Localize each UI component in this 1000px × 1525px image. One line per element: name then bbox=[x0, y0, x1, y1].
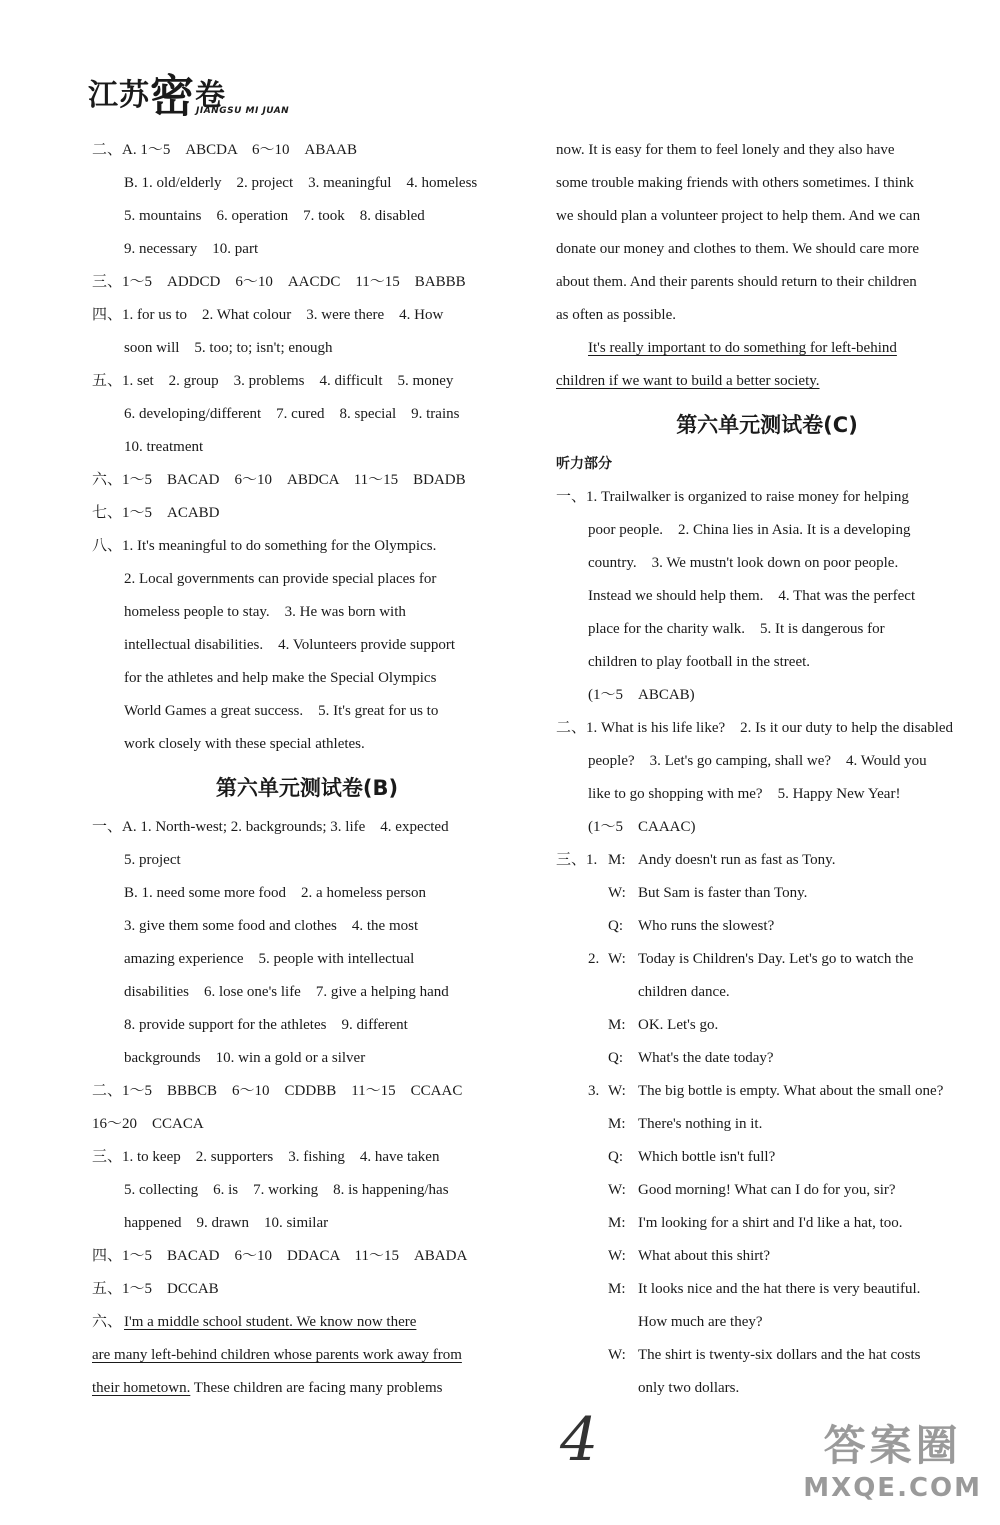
answer-line: backgrounds 10. win a gold or a silver bbox=[124, 1050, 366, 1066]
logo-subtitle: JIANGSU MI JUAN bbox=[196, 106, 290, 116]
answer-line: 5. project bbox=[124, 852, 181, 868]
answer-line: 6. developing/different 7. cured 8. special 9. trains bbox=[124, 406, 460, 422]
dialogue-text: Who runs the slowest? bbox=[638, 918, 775, 934]
dialogue-line bbox=[556, 1141, 978, 1174]
dialogue-text: The shirt is twenty-six dollars and the hat costs bbox=[638, 1347, 921, 1363]
answer-line: homeless people to stay. 3. He was born with bbox=[124, 604, 406, 620]
answer-line: 一、A. 1. North-west; 2. backgrounds; 3. life 4. expected bbox=[92, 819, 449, 835]
answer-line: 5. mountains 6. operation 7. took 8. disabled bbox=[124, 208, 425, 224]
answer-line: 七、1～5 ACABD bbox=[92, 505, 220, 521]
speaker: W: bbox=[608, 951, 626, 967]
dialogue-line: only two dollars. bbox=[638, 1380, 740, 1396]
essay-line: some trouble making friends with others sometimes. I think bbox=[556, 175, 914, 191]
dialogue-line bbox=[556, 943, 978, 976]
speaker: M: bbox=[608, 1215, 626, 1231]
dialogue-text: OK. Let's go. bbox=[638, 1017, 719, 1033]
answer-line: B. 1. old/elderly 2. project 3. meaningful 4. homeless bbox=[124, 175, 478, 191]
dialogue-line bbox=[556, 1108, 978, 1141]
answer-line: World Games a great success. 5. It's great for us to bbox=[124, 703, 439, 719]
essay-line: are many left-behind children whose parents work away from bbox=[92, 1347, 462, 1363]
essay-line: we should plan a volunteer project to help them. And we can bbox=[556, 208, 921, 224]
dialogue-line bbox=[556, 1339, 978, 1372]
answer-line: 四、1. for us to 2. What colour 3. were there 4. How bbox=[92, 307, 444, 323]
answer-line: 二、1～5 BBBCB 6～10 CDDBB 11～15 CCAAC bbox=[92, 1083, 463, 1099]
watermark bbox=[803, 1413, 982, 1503]
answer-line: 16～20 CCACA bbox=[92, 1116, 204, 1132]
page-number-handwritten: 4 bbox=[560, 1405, 599, 1475]
dialogue-text: What's the date today? bbox=[638, 1050, 774, 1066]
speaker: M: bbox=[608, 1281, 626, 1297]
left-column bbox=[92, 134, 522, 1405]
script-line: country. 3. We mustn't look down on poor people. bbox=[588, 555, 899, 571]
dialogue-line bbox=[556, 877, 978, 910]
answer-line: 八、1. It's meaningful to do something for the Olympics. bbox=[92, 538, 437, 554]
answer-line: 5. collecting 6. is 7. working 8. is happening/has bbox=[124, 1182, 449, 1198]
speaker: M: bbox=[608, 1017, 626, 1033]
answer-key: (1～5 CAAAC) bbox=[588, 819, 696, 835]
right-column bbox=[556, 134, 978, 1405]
dialogue-line: How much are they? bbox=[638, 1314, 763, 1330]
dialogue-text: Which bottle isn't full? bbox=[638, 1149, 776, 1165]
answer-line: B. 1. need some more food 2. a homeless person bbox=[124, 885, 427, 901]
listening-part-label: 听力部分 bbox=[556, 456, 612, 472]
essay-line: about them. And their parents should return to their children bbox=[556, 274, 917, 290]
dialogue-text: The big bottle is empty. What about the small one? bbox=[638, 1083, 944, 1099]
speaker: W: bbox=[608, 1083, 626, 1099]
speaker: W: bbox=[608, 885, 626, 901]
script-line: people? 3. Let's go camping, shall we? 4. Would you bbox=[588, 753, 927, 769]
speaker: W: bbox=[608, 1248, 626, 1264]
essay-line bbox=[92, 1372, 522, 1405]
dialogue-text: But Sam is faster than Tony. bbox=[638, 885, 808, 901]
answer-line: for the athletes and help make the Special Olympics bbox=[124, 670, 437, 686]
item-number: 3. bbox=[588, 1083, 600, 1099]
dialogue-text: What about this shirt? bbox=[638, 1248, 771, 1264]
speaker: Q: bbox=[608, 1050, 623, 1066]
script-line: 二、1. What is his life like? 2. Is it our duty to help the disabled bbox=[556, 720, 954, 736]
dialogue-text: I'm looking for a shirt and I'd like a hat, too. bbox=[638, 1215, 903, 1231]
dialogue-line: children dance. bbox=[638, 984, 730, 1000]
watermark-logo-text: 答案圈 bbox=[823, 1421, 962, 1470]
script-line: poor people. 2. China lies in Asia. It is a developing bbox=[588, 522, 911, 538]
logo-cn-3: 卷 bbox=[195, 78, 226, 113]
speaker: W: bbox=[608, 1182, 626, 1198]
answer-line: 3. give them some food and clothes 4. the most bbox=[124, 918, 419, 934]
dialogue-line bbox=[556, 1174, 978, 1207]
answer-line: 六、1～5 BACAD 6～10 ABDCA 11～15 BDADB bbox=[92, 472, 466, 488]
answer-line: disabilities 6. lose one's life 7. give a helping hand bbox=[124, 984, 449, 1000]
answer-line: 五、1～5 DCCAB bbox=[92, 1281, 219, 1297]
answer-line: 2. Local governments can provide special places for bbox=[124, 571, 437, 587]
dialogue-line bbox=[556, 1009, 978, 1042]
speaker: M: bbox=[608, 1116, 626, 1132]
speaker: M: bbox=[608, 852, 626, 868]
dialogue-line bbox=[556, 1207, 978, 1240]
watermark-url: MXQE.COM bbox=[803, 1473, 982, 1503]
answer-line: happened 9. drawn 10. similar bbox=[124, 1215, 329, 1231]
dialogue-text: It looks nice and the hat there is very beautiful. bbox=[638, 1281, 921, 1297]
answer-line: 9. necessary 10. part bbox=[124, 241, 259, 257]
essay-line: It's really important to do something for left-behind bbox=[588, 340, 897, 356]
section-number: 六、 bbox=[92, 1314, 123, 1330]
answer-line: 四、1～5 BACAD 6～10 DDACA 11～15 ABADA bbox=[92, 1248, 468, 1264]
dialogue-line bbox=[556, 844, 978, 877]
essay-line: children if we want to build a better society. bbox=[556, 373, 820, 389]
answer-line: work closely with these special athletes. bbox=[124, 736, 365, 752]
item-number: 2. bbox=[588, 951, 600, 967]
answer-line: 8. provide support for the athletes 9. different bbox=[124, 1017, 408, 1033]
dialogue-line bbox=[556, 1042, 978, 1075]
logo bbox=[88, 60, 290, 124]
essay-line bbox=[92, 1306, 522, 1339]
answer-line: 10. treatment bbox=[124, 439, 204, 455]
speaker: Q: bbox=[608, 1149, 623, 1165]
dialogue-text: There's nothing in it. bbox=[638, 1116, 763, 1132]
dialogue-line bbox=[556, 1240, 978, 1273]
essay-line: donate our money and clothes to them. We should care more bbox=[556, 241, 919, 257]
section-title-b: 第六单元测试卷(B) bbox=[215, 776, 399, 800]
script-line: place for the charity walk. 5. It is dangerous for bbox=[588, 621, 885, 637]
answer-line: 三、1. to keep 2. supporters 3. fishing 4. have taken bbox=[92, 1149, 440, 1165]
answer-line: 五、1. set 2. group 3. problems 4. difficult 5. money bbox=[92, 373, 454, 389]
logo-cn-1: 江苏 bbox=[88, 78, 150, 113]
script-line: like to go shopping with me? 5. Happy New Year! bbox=[588, 786, 901, 802]
answer-line: intellectual disabilities. 4. Volunteers provide support bbox=[124, 637, 456, 653]
answer-line: amazing experience 5. people with intellectual bbox=[124, 951, 415, 967]
essay-text: I'm a middle school student. We know now there bbox=[124, 1314, 417, 1330]
answer-line: 三、1～5 ADDCD 6～10 AACDC 11～15 BABBB bbox=[92, 274, 466, 290]
script-line: 一、1. Trailwalker is organized to raise money for helping bbox=[556, 489, 909, 505]
dialogue-text: Andy doesn't run as fast as Tony. bbox=[638, 852, 836, 868]
answer-line: soon will 5. too; to; isn't; enough bbox=[124, 340, 333, 356]
dialogue-line bbox=[556, 1075, 978, 1108]
dialogue-text: Today is Children's Day. Let's go to watch the bbox=[638, 951, 914, 967]
answer-key: (1～5 ABCAB) bbox=[588, 687, 695, 703]
essay-line: now. It is easy for them to feel lonely and they also have bbox=[556, 142, 895, 158]
dialogue-line bbox=[556, 910, 978, 943]
essay-text-underlined: their hometown. bbox=[92, 1380, 191, 1396]
speaker: Q: bbox=[608, 918, 623, 934]
logo-cn-2: 密 bbox=[150, 71, 195, 122]
section-title-c: 第六单元测试卷(C) bbox=[676, 413, 858, 437]
essay-text: These children are facing many problems bbox=[190, 1380, 443, 1396]
script-line: children to play football in the street. bbox=[588, 654, 811, 670]
answer-line: 二、A. 1～5 ABCDA 6～10 ABAAB bbox=[92, 142, 358, 158]
speaker: W: bbox=[608, 1347, 626, 1363]
dialogue-line bbox=[556, 1273, 978, 1306]
script-line: Instead we should help them. 4. That was the perfect bbox=[588, 588, 916, 604]
dialogue-text: Good morning! What can I do for you, sir? bbox=[638, 1182, 896, 1198]
item-number: 三、1. bbox=[556, 852, 598, 868]
essay-line: as often as possible. bbox=[556, 307, 676, 323]
